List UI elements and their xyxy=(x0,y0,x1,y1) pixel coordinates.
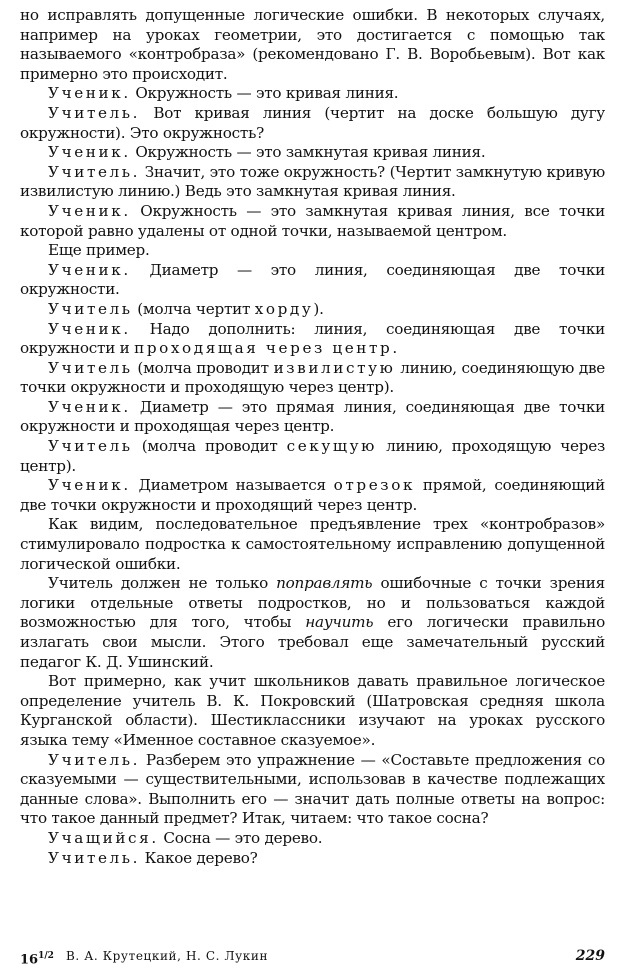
text-run: Вот кривая линия (чертит на доске большую дугу окружности). Это окружность? xyxy=(20,103,605,142)
spaced-text: проходящая через центр xyxy=(134,339,393,358)
text-run: Значит, это тоже окружность? (Чертит замкнутую кривую извилистую линию.) Ведь это замкнутая кривая линия. xyxy=(20,162,605,201)
paragraph xyxy=(20,437,605,476)
text-run: Еще пример. xyxy=(48,241,150,260)
authors-line: В. А. Крутецкий, Н. С. Лукин xyxy=(66,949,269,963)
paragraph xyxy=(20,84,605,104)
text-run: Диаметром называется xyxy=(130,476,334,495)
spaced-text: Учитель. xyxy=(48,750,141,769)
spaced-text: Ученик. xyxy=(48,143,131,162)
italic-text: научить xyxy=(305,613,374,632)
text-run: Какое дерево? xyxy=(140,848,258,867)
paragraph xyxy=(20,104,605,143)
paragraph xyxy=(20,398,605,437)
paragraph xyxy=(20,143,605,163)
spaced-text: Учитель. xyxy=(48,162,141,181)
text-run: линию, проходящую через центр). xyxy=(20,437,605,475)
paragraph xyxy=(20,241,605,261)
spaced-text: Ученик. xyxy=(48,201,131,220)
text-run: Диаметр — это прямая линия, соединяющая две точки окружности и проходящая через центр. xyxy=(20,397,605,436)
spaced-text: Ученик. xyxy=(48,319,131,338)
italic-text: поправлять xyxy=(276,574,373,593)
paragraph xyxy=(20,751,605,829)
paragraph xyxy=(20,515,605,574)
spaced-text: Учитель xyxy=(48,299,133,318)
text-run: Учитель должен не только xyxy=(48,574,277,593)
text-run: (молча проводит xyxy=(132,437,287,456)
paragraph xyxy=(20,672,605,750)
spaced-text: извилистую xyxy=(273,358,396,377)
paragraph xyxy=(20,6,605,84)
text-run: (молча проводит xyxy=(132,358,274,377)
text-run: Вот примерно, как учит школьников давать правильное логическое определение учитель В. К. Покровский (Шатровская средняя школа Курганской области). Шестиклассники изучают на уроках русского языка тему «Именное составное сказуемое». xyxy=(20,672,605,749)
spaced-text: Ученик. xyxy=(48,260,131,279)
paragraph xyxy=(20,359,605,398)
text-run: Надо дополнить: линия, соединяющая две точки окружности и xyxy=(20,319,605,358)
text-run: Разберем это упражнение — «Составьте предложения со сказуемыми — существительными, использовав в качестве подлежащих данные слова». Выполнить его — значит дать полные ответы на вопрос: что такое данный предмет? Итак, читаем: что такое сосна? xyxy=(20,750,605,828)
spaced-text: хорду xyxy=(254,299,314,318)
text-run: Как видим, последовательное предъявление трех «контробразов» стимулировало подростка к самостоятельному исправлению допущенной логической ошибки. xyxy=(20,515,605,573)
paragraph xyxy=(20,829,605,849)
paragraph xyxy=(20,202,605,241)
paragraph xyxy=(20,261,605,300)
spaced-text: Учащийся. xyxy=(48,828,159,847)
spaced-text: Учитель. xyxy=(48,103,141,122)
text-run: ). xyxy=(313,299,324,318)
paragraph xyxy=(20,163,605,202)
paragraph xyxy=(20,300,605,320)
text-run: ошибочные с точки зрения логики отдельные ответы подростков, но и пользоваться каждой возможностью для того, чтобы xyxy=(20,574,605,632)
text-run: Сосна — это дерево. xyxy=(158,828,323,847)
text-run: Окружность — это кривая линия. xyxy=(130,84,399,103)
spaced-text: Ученик. xyxy=(48,397,131,416)
printers-signature: $16^{1/2}$ xyxy=(20,951,54,968)
page-number: 229 xyxy=(575,948,605,964)
spaced-text: Учитель xyxy=(48,437,133,456)
paragraph xyxy=(20,476,605,515)
paragraph xyxy=(20,574,605,672)
page-body xyxy=(20,6,605,868)
spaced-text: Учитель xyxy=(48,358,133,377)
text-run: Окружность — это замкнутая кривая линия, все точки которой равно удалены от одной точки, называемой центром. xyxy=(20,201,605,240)
spaced-text: секущую xyxy=(286,437,377,456)
paragraph xyxy=(20,849,605,869)
text-run: его логически правильно излагать свои мысли. Этого требовал еще замечательный русский педагог К. Д. Ушинский. xyxy=(20,613,605,671)
spaced-text: отрезок xyxy=(333,476,416,495)
page-footer xyxy=(20,946,605,966)
text-run: Диаметр — это линия, соединяющая две точки окружности. xyxy=(20,260,605,299)
text-run: . xyxy=(392,339,397,358)
paragraph xyxy=(20,320,605,359)
text-run: линию, соединяющую две точки окружности и проходящую через центр). xyxy=(20,358,605,397)
text-run: но исправлять допущенные логические ошибки. В некоторых случаях, например на уроках геометрии, это достигается с помощью так называемого «контробраза» (рекомендовано Г. В. Воробьевым). Вот как примерно это происходит. xyxy=(20,6,605,83)
spaced-text: Ученик. xyxy=(48,476,131,495)
spaced-text: Учитель. xyxy=(48,848,141,867)
text-run: Окружность — это замкнутая кривая линия. xyxy=(130,143,486,162)
text-run: прямой, соединяющий две точки окружности и проходящий через центр. xyxy=(20,476,605,514)
spaced-text: Ученик. xyxy=(48,84,131,103)
text-run: (молча чертит xyxy=(132,299,255,318)
